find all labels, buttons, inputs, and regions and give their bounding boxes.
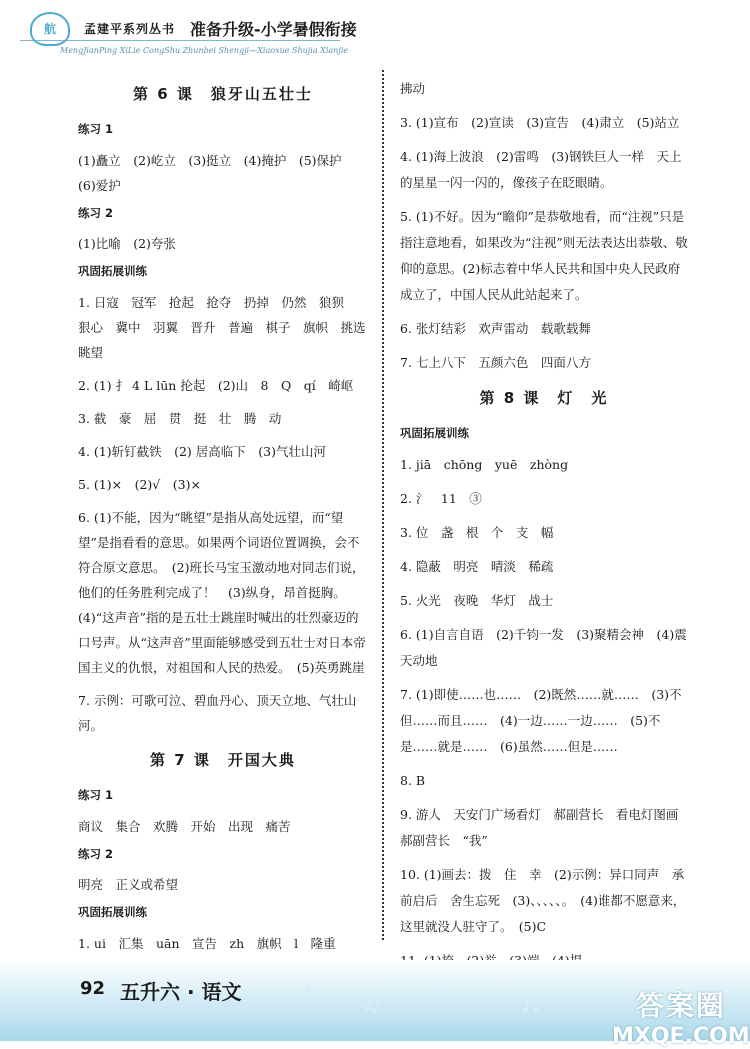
right-column	[400, 72, 691, 982]
watermark-url: MXQE.COM	[612, 1024, 750, 1049]
lesson-7-title: 第 7 课 开国大典	[150, 750, 296, 769]
header-rule	[20, 40, 340, 41]
lesson-7-exercise-1-heading: 练习 1	[78, 788, 114, 803]
series-name: 孟建平系列丛书	[84, 22, 176, 36]
answer-item: 6. 张灯结彩 欢声雷动 载歌载舞	[400, 321, 591, 336]
answer-item: 4. (1)海上波浪 (2)雷鸣 (3)钢铁巨人一样 天上的星星一闪一闪的，像孩子在眨眼睛。	[400, 149, 682, 190]
answer-item: 6. (1)不能，因为“眺望”是指从高处远望，而“望望”是指看看的意思。如果两个词语位置调换，会不符合原文意思。 (2)班长马宝玉激动地对同志们说，他们的任务胜利完成了！ (3)纵身，昂首挺胸。 (4)“这声音”指的是五壮士跳崖时喊出的壮烈豪迈的口号声。从“这声音”里面能够感受到五壮士对日本帝国主义的仇恨，对祖国和人民的热爱。 (5)英勇跳崖	[78, 509, 366, 675]
watermark-title: 答案圈	[635, 989, 726, 1022]
grade-subject-label: 五升六 · 语文	[120, 980, 242, 1004]
left-column	[78, 72, 379, 997]
answer-item: 4. 隐蔽 明亮 晴淡 稀疏	[400, 558, 554, 574]
column-divider	[382, 70, 384, 940]
answer-item: 5. 火光 夜晚 华灯 战士	[400, 592, 554, 608]
answer-item: 3. 位 盏 根 个 支 幅	[400, 524, 554, 540]
answer-item: 1. jiā chōng yuē zhòng	[400, 456, 569, 472]
answer-item: 7. (1)即使……也…… (2)既然……就…… (3)不但……而且…… (4)一边……一边…… (5)不是……就是…… (6)虽然……但是……	[400, 686, 682, 754]
answer-item: 7. 示例：可歌可泣、碧血丹心、顶天立地、气壮山河。	[78, 692, 357, 733]
answer-line: (6)爱护	[78, 177, 121, 193]
lesson-6-exercise-2-heading: 练习 2	[78, 205, 114, 220]
answer-item: 2. (1) 扌 4 L lūn 抡起 (2)山 8 Q qí 崎岖	[78, 377, 354, 393]
lesson-7-extension-heading: 巩固拓展训练	[78, 905, 147, 920]
answer-line: 商议 集合 欢腾 开始 出现 痛苦	[78, 818, 291, 834]
lesson-6-title: 第 6 课 狼牙山五壮士	[133, 85, 313, 103]
answer-item: 5. (1)不好。因为“瞻仰”是恭敬地看，而“注视”只是指注意地看，如果改为“注视”则无法表达出恭敬、敬仰的意思。(2)标志着中华人民共和国中央人民政府成立了，中国人民从此站起来了。	[400, 209, 688, 302]
answer-item: 9. 游人 天安门广场看灯 郝副营长 看电灯图画 郝副营长 “我”	[400, 806, 691, 848]
answer-item: 4. (1)斩钉截铁 (2) 居高临下 (3)气壮山河	[78, 443, 326, 459]
answer-item: 5. (1)× (2)√ (3)×	[78, 476, 201, 492]
answer-line: 明亮 正义或希望	[78, 877, 179, 893]
answer-item: 1. ui 汇集 uān 宣告 zh 旗帜 l 隆重	[78, 935, 336, 951]
lesson-8-title: 第 8 课 灯 光	[479, 389, 609, 407]
page-footer	[0, 960, 750, 1049]
music-note-icon: ♫	[360, 988, 382, 1016]
music-note-icon: ♩	[440, 982, 452, 1010]
answer-item: 3. 截 豪 屈 贯 挺 壮 腾 动	[78, 410, 282, 426]
page-header	[0, 0, 750, 70]
lesson-8-extension-heading: 巩固拓展训练	[400, 426, 469, 441]
book-title: 准备升级-小学暑假衔接	[190, 20, 357, 39]
answer-item: 7. 七上八下 五颜六色 四面八方	[400, 355, 591, 370]
answer-line: (1)比喻 (2)夸张	[78, 236, 176, 252]
lesson-6-extension-heading: 巩固拓展训练	[78, 264, 147, 279]
lesson-7-exercise-2-heading: 练习 2	[78, 846, 114, 861]
answer-item: 6. (1)自言自语 (2)千钧一发 (3)聚精会神 (4)震天动地	[400, 626, 687, 668]
answer-item: 3. (1)宣布 (2)宣读 (3)宣告 (4)肃立 (5)站立	[400, 115, 680, 130]
watermark	[612, 984, 750, 1049]
music-note-icon: ♪	[300, 980, 316, 1008]
answer-item: 8. B	[400, 772, 426, 788]
series-logo: 航	[30, 12, 70, 46]
music-note-icon: ♬	[520, 990, 542, 1018]
header-pinyin: MengJianPing XiLie CongShu Zhunbei Shengji—Xiaoxue Shujia Xianjie	[60, 46, 349, 55]
answer-line: (1)矗立 (2)屹立 (3)挺立 (4)掩护 (5)保护	[78, 152, 342, 168]
answer-continuation: 拂动	[400, 81, 426, 96]
lesson-6-exercise-1-heading: 练习 1	[78, 122, 114, 137]
answer-item: 10. (1)画去：拨 住 幸 (2)示例：异口同声 承前启后 舍生忘死 (3)、、、、、。 (4)谁都不愿意来，这里就没人驻守了。 (5)C	[400, 866, 686, 934]
answer-item: 1. 日寇 冠军 抢起 抢夺 扔掉 仍然 狼狈 狠心 冀中 羽翼 晋升 普遍 棋子 旗帜 挑选 眺望	[78, 294, 379, 360]
answer-item: 2. 氵 11 ③	[400, 490, 482, 506]
page-number: 92	[80, 978, 106, 999]
